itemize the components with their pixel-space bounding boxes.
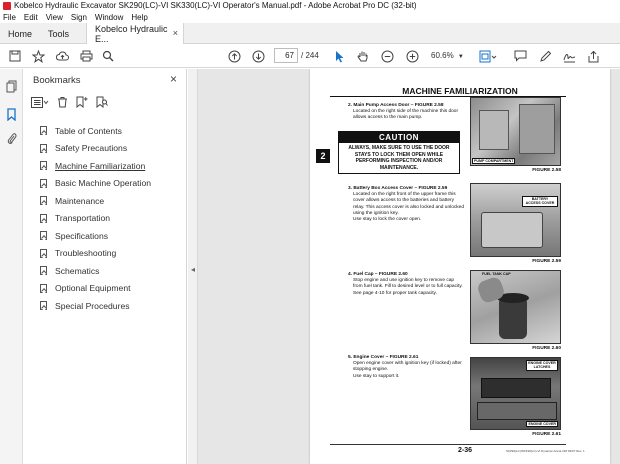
zoom-level-select[interactable] bbox=[426, 48, 466, 63]
figure-label: FUEL TANK CAP bbox=[482, 272, 511, 276]
menu-sign[interactable]: Sign bbox=[70, 12, 87, 22]
tab-close-icon[interactable]: × bbox=[172, 28, 178, 38]
page-title: MACHINE FAMILIARIZATION bbox=[402, 86, 518, 96]
section-body-extra: Use stay to support it. bbox=[353, 373, 400, 379]
tab-tools[interactable]: Tools bbox=[48, 28, 70, 39]
bookmark-special-procedures[interactable]: Special Procedures bbox=[40, 297, 151, 315]
tab-row bbox=[0, 23, 620, 44]
section-tab-marker: 2 bbox=[316, 149, 330, 163]
search-icon bbox=[102, 50, 114, 62]
panel-splitter[interactable] bbox=[188, 69, 198, 464]
bookmark-schematics[interactable]: Schematics bbox=[40, 262, 151, 280]
bookmark-machine-familiarization[interactable]: Machine Familiarization bbox=[40, 157, 151, 175]
window-title: Kobelco Hydraulic Excavator SK290(LC)-VI SK330(LC)-VI Operator's Manual.pdf - Adobe Acrobat Pro DC (32-bit) bbox=[14, 1, 417, 10]
options-menu-icon bbox=[31, 97, 49, 108]
previous-page-button[interactable] bbox=[227, 49, 241, 63]
bookmark-icon bbox=[40, 161, 47, 170]
share-icon bbox=[587, 50, 600, 63]
comment-icon bbox=[514, 50, 527, 62]
pdf-page bbox=[310, 69, 610, 464]
tab-document-label: Kobelco Hydraulic E... bbox=[95, 24, 168, 44]
caution-title: CAUTION bbox=[339, 132, 459, 143]
save-icon bbox=[9, 50, 21, 62]
toolbar bbox=[0, 44, 620, 68]
arrow-up-circle-icon bbox=[228, 50, 241, 63]
figure-engine-cover-photo bbox=[470, 357, 561, 430]
pen-icon bbox=[539, 50, 552, 63]
bookmark-safety-precautions[interactable]: Safety Precautions bbox=[40, 140, 151, 158]
figure-battery-cover-photo bbox=[470, 183, 561, 257]
bookmark-star-button[interactable] bbox=[31, 49, 45, 63]
section-heading: 5. Engine Cover – FIGURE 2.61 bbox=[348, 355, 419, 360]
tab-document[interactable] bbox=[86, 23, 184, 45]
print-button[interactable] bbox=[79, 49, 93, 63]
bookmark-specifications[interactable]: Specifications bbox=[40, 227, 151, 245]
collapse-panel-icon[interactable]: ◂ bbox=[191, 265, 196, 274]
bookmark-search-icon bbox=[96, 96, 108, 108]
bookmark-icon bbox=[40, 301, 47, 310]
menu-window[interactable]: Window bbox=[94, 12, 124, 22]
bookmark-transportation[interactable]: Transportation bbox=[40, 210, 151, 228]
arrow-down-circle-icon bbox=[252, 50, 265, 63]
page-thumbnails-icon[interactable] bbox=[5, 79, 18, 93]
search-button[interactable] bbox=[101, 49, 115, 63]
bookmark-icon bbox=[40, 196, 47, 205]
bookmark-icon bbox=[40, 284, 47, 293]
menu-view[interactable]: View bbox=[45, 12, 63, 22]
section-main-pump bbox=[348, 103, 464, 122]
star-icon bbox=[32, 50, 45, 63]
section-body: Located on the right front of the upper frame this cover allows access to the batteries and battery relay. This access cover is also locked and unlocked using the ignition key. bbox=[353, 192, 465, 216]
section-battery-box bbox=[348, 186, 464, 223]
sign-button[interactable] bbox=[562, 49, 576, 63]
printer-icon bbox=[80, 50, 93, 62]
bookmark-icon bbox=[40, 231, 47, 240]
share-button[interactable] bbox=[586, 49, 600, 63]
menu-edit[interactable]: Edit bbox=[23, 12, 38, 22]
caution-text: ALWAYS, MAKE SURE TO USE THE DOOR STAYS TO LOCK THEM OPEN WHILE PERFORMING INSPECTION AND/OR MAINTENANCE. bbox=[348, 145, 450, 171]
bookmark-icon bbox=[40, 144, 47, 153]
figure-caption: FIGURE 2.60 bbox=[532, 346, 561, 351]
new-bookmark-button[interactable] bbox=[76, 96, 88, 108]
tab-home[interactable]: Home bbox=[8, 28, 33, 39]
plus-circle-icon bbox=[406, 50, 419, 63]
section-heading: 4. Fuel Cap – FIGURE 2.60 bbox=[348, 272, 408, 277]
page-footer: SK290(LC)/SK330(LC)-VI Dynamic Acera OM 03/07 Rev. 1 bbox=[506, 449, 585, 453]
signature-icon bbox=[563, 50, 576, 63]
figure-pump-compartment-photo bbox=[470, 97, 561, 166]
navigation-rail bbox=[0, 69, 23, 464]
bookmark-icon bbox=[40, 126, 47, 135]
new-bookmark-icon bbox=[76, 96, 88, 108]
bookmark-troubleshooting[interactable]: Troubleshooting bbox=[40, 245, 151, 263]
bookmark-options-button[interactable] bbox=[31, 97, 49, 108]
page-number: 2-36 bbox=[458, 447, 473, 454]
bookmarks-panel-icon[interactable] bbox=[5, 107, 18, 121]
bookmarks-toolbar bbox=[31, 95, 116, 109]
caution-box bbox=[338, 131, 460, 174]
figure-label: ENGINE COVER LATCHES bbox=[526, 360, 558, 371]
bookmarks-panel bbox=[23, 69, 187, 464]
figure-label: BATTERY ACCESS COVER bbox=[522, 196, 558, 207]
section-heading: 3. Battery Box Access Cover – FIGURE 2.59 bbox=[348, 186, 448, 191]
delete-bookmark-button[interactable] bbox=[57, 96, 68, 108]
section-heading: 2. Main Pump Access Door – FIGURE 2.58 bbox=[348, 103, 444, 108]
hand-icon bbox=[357, 50, 369, 63]
minus-circle-icon bbox=[381, 50, 394, 63]
bookmark-basic-machine-operation[interactable]: Basic Machine Operation bbox=[40, 175, 151, 193]
bookmark-optional-equipment[interactable]: Optional Equipment bbox=[40, 280, 151, 298]
menu-help[interactable]: Help bbox=[131, 12, 148, 22]
select-tool-button[interactable] bbox=[333, 49, 347, 63]
highlight-button[interactable] bbox=[538, 49, 552, 63]
trash-icon bbox=[57, 96, 68, 108]
chevron-down-icon: ▼ bbox=[457, 54, 464, 60]
page-number-input[interactable]: 67 bbox=[274, 48, 298, 63]
save-button[interactable] bbox=[8, 49, 22, 63]
bookmark-icon bbox=[40, 179, 47, 188]
cloud-upload-icon bbox=[56, 50, 69, 62]
hand-tool-button[interactable] bbox=[356, 49, 370, 63]
bookmark-table-of-contents[interactable]: Table of Contents bbox=[40, 122, 151, 140]
zoom-in-button[interactable] bbox=[405, 49, 419, 63]
section-body: Open engine cover with ignition key (if locked) after stopping engine. bbox=[353, 361, 462, 373]
upload-button[interactable] bbox=[55, 49, 69, 63]
menu-file[interactable]: File bbox=[3, 12, 16, 22]
figure-caption: FIGURE 2.59 bbox=[532, 259, 561, 264]
bookmarks-header: Bookmarks bbox=[33, 75, 81, 86]
section-body-extra: Use stay to lock the cover open. bbox=[353, 217, 422, 223]
find-bookmark-button[interactable] bbox=[96, 96, 108, 108]
document-view[interactable] bbox=[198, 69, 620, 464]
footer-rule bbox=[330, 444, 566, 445]
title-bar bbox=[0, 0, 620, 11]
figure-label-secondary: ENGINE COVER bbox=[528, 421, 556, 426]
acrobat-logo-icon bbox=[3, 2, 11, 10]
cursor-arrow-icon bbox=[335, 50, 345, 63]
zoom-out-button[interactable] bbox=[380, 49, 394, 63]
bookmark-icon bbox=[40, 266, 47, 275]
section-fuel-cap bbox=[348, 272, 464, 297]
bookmark-maintenance[interactable]: Maintenance bbox=[40, 192, 151, 210]
section-body: Stop engine and use ignition key to remove cap from fuel tank. Fill to desired level or to full capacity. See page 4-10 for proper tank capacity. bbox=[353, 278, 463, 296]
figure-caption: FIGURE 2.58 bbox=[532, 168, 561, 173]
section-body: Located on the right side of the machine this door allows access to the main pump. bbox=[353, 109, 459, 121]
comment-button[interactable] bbox=[513, 49, 527, 63]
bookmark-icon bbox=[40, 214, 47, 223]
menu-bar bbox=[0, 11, 620, 23]
figure-label: PUMP COMPARTMENT bbox=[474, 158, 514, 163]
bookmark-list bbox=[40, 122, 151, 315]
bookmark-icon bbox=[40, 249, 47, 258]
figure-caption: FIGURE 2.61 bbox=[532, 432, 561, 437]
zoom-value: 60.6% bbox=[431, 51, 454, 60]
section-engine-cover bbox=[348, 355, 464, 380]
attachments-icon[interactable] bbox=[5, 131, 18, 145]
page-total: / 244 bbox=[301, 51, 319, 60]
close-icon[interactable]: × bbox=[169, 72, 177, 86]
fit-page-icon bbox=[479, 50, 497, 63]
fit-page-button[interactable] bbox=[478, 49, 498, 63]
next-page-button[interactable] bbox=[251, 49, 265, 63]
figure-fuel-cap-photo bbox=[470, 270, 561, 344]
